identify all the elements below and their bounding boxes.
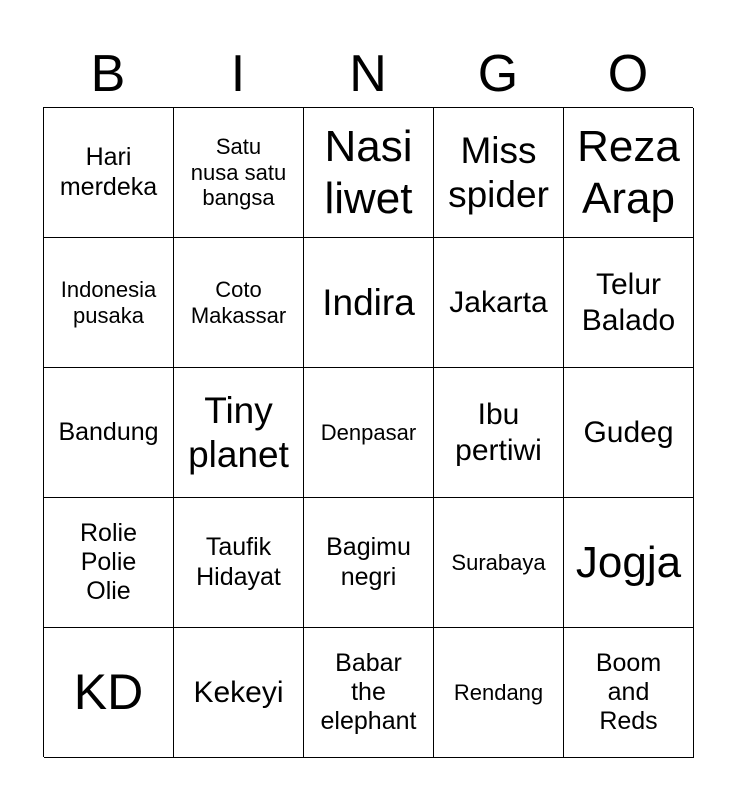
cell-text: Coto Makassar — [190, 276, 287, 328]
cell-text: Miss spider — [448, 130, 549, 215]
bingo-cell[interactable] — [174, 238, 304, 368]
header-letter-g: G — [477, 45, 519, 103]
bingo-cell[interactable] — [564, 368, 694, 498]
cell-text: Indira — [322, 281, 415, 323]
cell-text: Jakarta — [449, 285, 548, 319]
cell-text: KD — [73, 664, 144, 721]
bingo-cell[interactable] — [44, 238, 174, 368]
bingo-cell[interactable] — [44, 368, 174, 498]
cell-text: Babar the elephant — [320, 648, 417, 736]
cell-text: Taufik Hidayat — [196, 533, 281, 591]
bingo-cell[interactable] — [304, 238, 434, 368]
cell-text: Hari merdeka — [59, 143, 158, 201]
bingo-cell[interactable] — [564, 498, 694, 628]
bingo-cell[interactable] — [304, 628, 434, 758]
bingo-header — [43, 42, 693, 106]
bingo-cell[interactable] — [174, 108, 304, 238]
bingo-cell[interactable] — [174, 368, 304, 498]
bingo-cell[interactable] — [564, 108, 694, 238]
cell-text: Indonesia pusaka — [60, 276, 157, 328]
header-letter-b: B — [90, 45, 126, 103]
bingo-cell[interactable] — [434, 368, 564, 498]
cell-text: Bandung — [58, 417, 159, 446]
bingo-cell[interactable] — [434, 498, 564, 628]
cell-text: Bagimu negri — [326, 533, 411, 591]
cell-text: Telur Balado — [581, 268, 676, 337]
bingo-cell[interactable] — [434, 628, 564, 758]
header-letter-o: O — [607, 45, 649, 103]
bingo-cell[interactable] — [174, 628, 304, 758]
cell-text: Denpasar — [320, 419, 417, 445]
cell-text: Satu nusa satu bangsa — [190, 133, 287, 211]
cell-text: Rendang — [453, 679, 544, 705]
bingo-cell[interactable] — [44, 108, 174, 238]
bingo-cell[interactable] — [564, 238, 694, 368]
bingo-cell[interactable] — [304, 108, 434, 238]
cell-text: Ibu pertiwi — [455, 398, 542, 467]
bingo-cell[interactable] — [434, 238, 564, 368]
cell-text: Kekeyi — [193, 675, 284, 709]
cell-text: Rolie Polie Olie — [80, 518, 137, 606]
bingo-cell[interactable] — [44, 628, 174, 758]
header-letter-n: N — [349, 45, 387, 103]
bingo-cell[interactable] — [564, 628, 694, 758]
cell-text: Boom and Reds — [595, 648, 662, 736]
bingo-board — [43, 107, 693, 757]
cell-text: Surabaya — [451, 549, 546, 575]
bingo-cell[interactable] — [304, 368, 434, 498]
header-letter-i: I — [230, 45, 246, 103]
cell-text: Nasi liwet — [324, 122, 413, 223]
cell-text: Reza Arap — [577, 122, 680, 223]
bingo-cell[interactable] — [44, 498, 174, 628]
cell-text: Gudeg — [583, 415, 674, 449]
cell-text: Tiny planet — [188, 390, 289, 475]
bingo-cell[interactable] — [174, 498, 304, 628]
cell-text: Jogja — [575, 537, 682, 587]
bingo-cell[interactable] — [304, 498, 434, 628]
bingo-cell[interactable] — [434, 108, 564, 238]
